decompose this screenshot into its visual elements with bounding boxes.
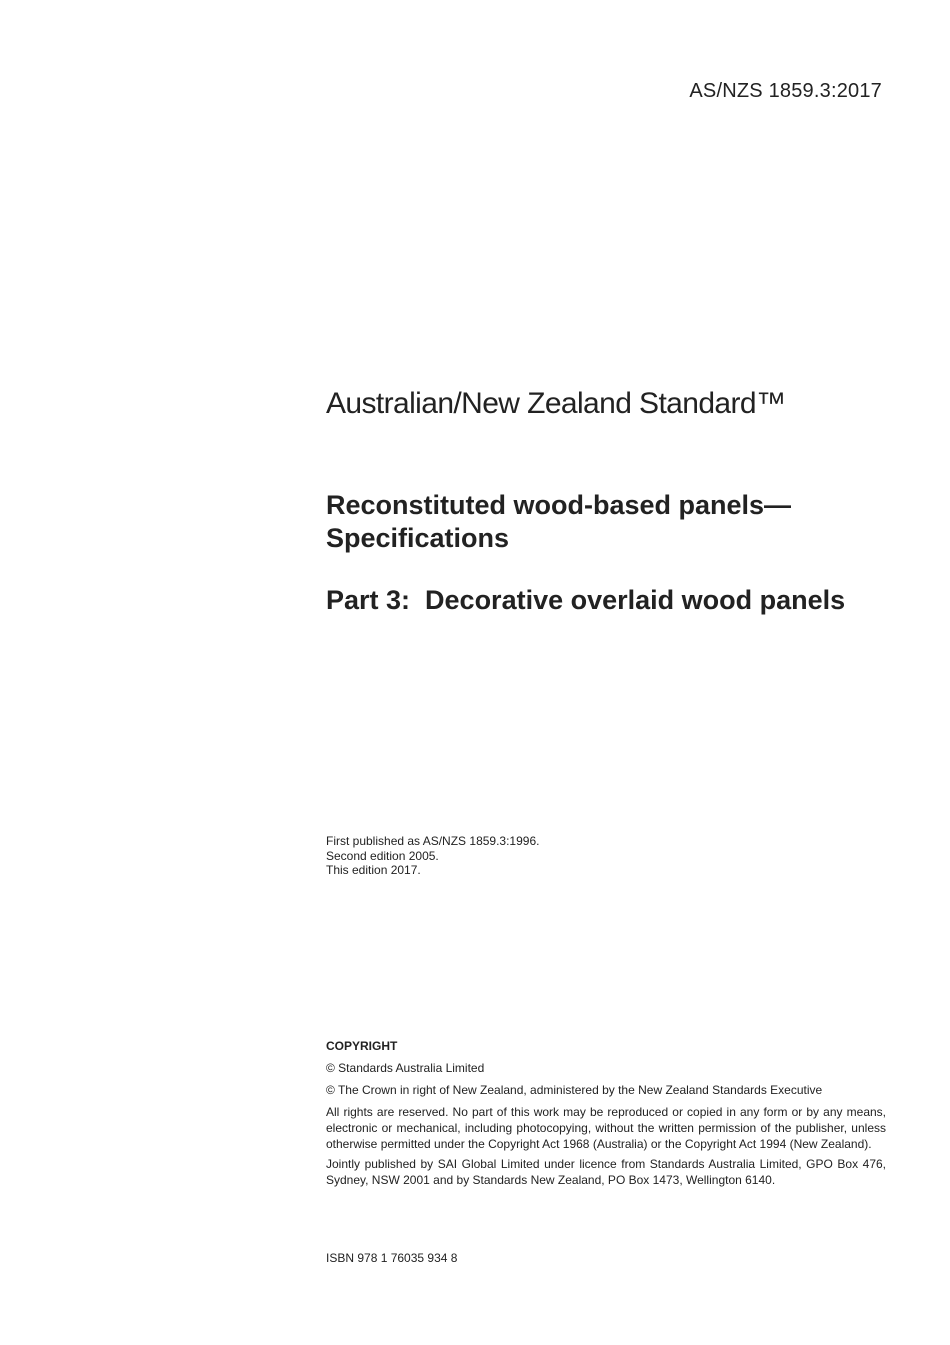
isbn: ISBN 978 1 76035 934 8 xyxy=(326,1251,458,1265)
copyright-heading: COPYRIGHT xyxy=(326,1039,398,1053)
rights-statement: All rights are reserved. No part of this work may be reproduced or copied in any form or by any means, electronic or mechanical, including photocopying, without the written permission of the publisher, unless otherwise permitted under the Copyright Act 1968 (Australia) or the Copyright Act 1994 (New Zealand). xyxy=(326,1105,886,1151)
copyright-standards-australia: © Standards Australia Limited xyxy=(326,1061,485,1075)
copyright-crown-nz: © The Crown in right of New Zealand, administered by the New Zealand Standards Executive xyxy=(326,1083,823,1097)
history-line: Second edition 2005. xyxy=(326,848,439,863)
standard-heading: Australian/New Zealand Standard™ xyxy=(326,387,786,420)
title-line-2: Specifications xyxy=(326,523,510,553)
part-title: Part 3: Decorative overlaid wood panels xyxy=(326,585,846,615)
publisher-statement: Jointly published by SAI Global Limited under licence from Standards Australia Limited, GPO Box 476, Sydney, NSW 2001 and by Standards New Zealand, PO Box 1473, Wellington 6140. xyxy=(326,1157,886,1187)
history-line: First published as AS/NZS 1859.3:1996. xyxy=(326,834,540,848)
document-number: AS/NZS 1859.3:2017 xyxy=(689,80,882,102)
publication-history xyxy=(326,834,539,878)
history-line: This edition 2017. xyxy=(326,863,421,877)
title-line-1: Reconstituted wood-based panels— xyxy=(326,490,792,520)
copyright-block xyxy=(326,1038,886,1192)
document-title xyxy=(326,489,916,555)
